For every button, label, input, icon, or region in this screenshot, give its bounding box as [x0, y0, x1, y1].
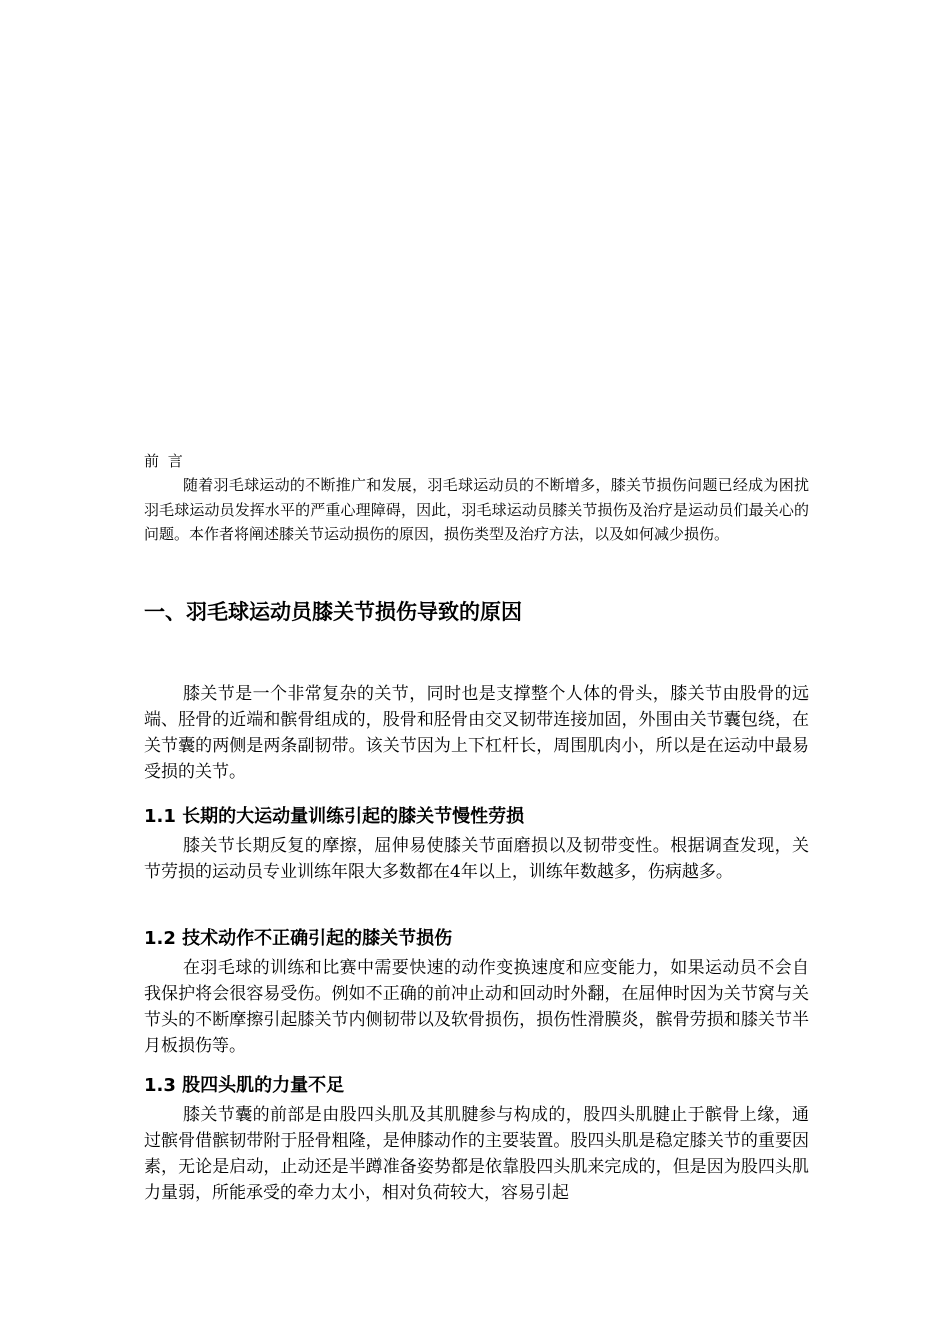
chapter-intro-paragraph: 膝关节是一个非常复杂的关节，同时也是支撑整个人体的骨头，膝关节由股骨的远端、胫骨的近端和髌骨组成的，股骨和胫骨由交叉韧带连接加固，外围由关节囊包绕，在关节囊的两侧是两条副韧带。该关节因为上下杠杆长，周围肌肉小，所以是在运动中最易受损的关节。 [144, 684, 809, 782]
chapter-heading: 一、羽毛球运动员膝关节损伤导致的原因 [144, 600, 522, 624]
section-paragraph: 在羽毛球的训练和比赛中需要快速的动作变换速度和应变能力，如果运动员不会自我保护将会很容易受伤。例如不正确的前冲止动和回动时外翻，在屈伸时因为关节窝与关节头的不断摩擦引起膝关节内侧韧带以及软骨损伤，损伤性滑膜炎，髌骨劳损和膝关节半月板损伤等。 [144, 958, 809, 1056]
section-heading: 1.3 股四头肌的力量不足 [144, 1075, 345, 1096]
section-1-3 [144, 1072, 809, 1206]
preface-title: 前 言 [144, 452, 185, 470]
section-1-1 [144, 803, 809, 885]
section-1-2 [144, 925, 809, 1059]
section-heading: 1.2 技术动作不正确引起的膝关节损伤 [144, 928, 453, 949]
preface-paragraph: 随着羽毛球运动的不断推广和发展，羽毛球运动员的不断增多，膝关节损伤问题已经成为困扰羽毛球运动员发挥水平的严重心理障碍，因此，羽毛球运动员膝关节损伤及治疗是运动员们最关心的问题。本作者将阐述膝关节运动损伤的原因，损伤类型及治疗方法，以及如何减少损伤。 [144, 476, 809, 543]
section-paragraph: 膝关节囊的前部是由股四头肌及其肌腱参与构成的，股四头肌腱止于髌骨上缘，通过髌骨借髌韧带附于胫骨粗隆，是伸膝动作的主要装置。股四头肌是稳定膝关节的重要因素，无论是启动，止动还是半蹲准备姿势都是依靠股四头肌来完成的，但是因为股四头肌力量弱，所能承受的牵力太小，相对负荷较大，容易引起 [144, 1105, 809, 1203]
section-paragraph: 膝关节长期反复的摩擦，屈伸易使膝关节面磨损以及韧带变性。根据调查发现，关节劳损的运动员专业训练年限大多数都在4年以上，训练年数越多，伤病越多。 [144, 836, 809, 882]
section-heading: 1.1 长期的大运动量训练引起的膝关节慢性劳损 [144, 806, 525, 827]
document-content [144, 449, 809, 1203]
